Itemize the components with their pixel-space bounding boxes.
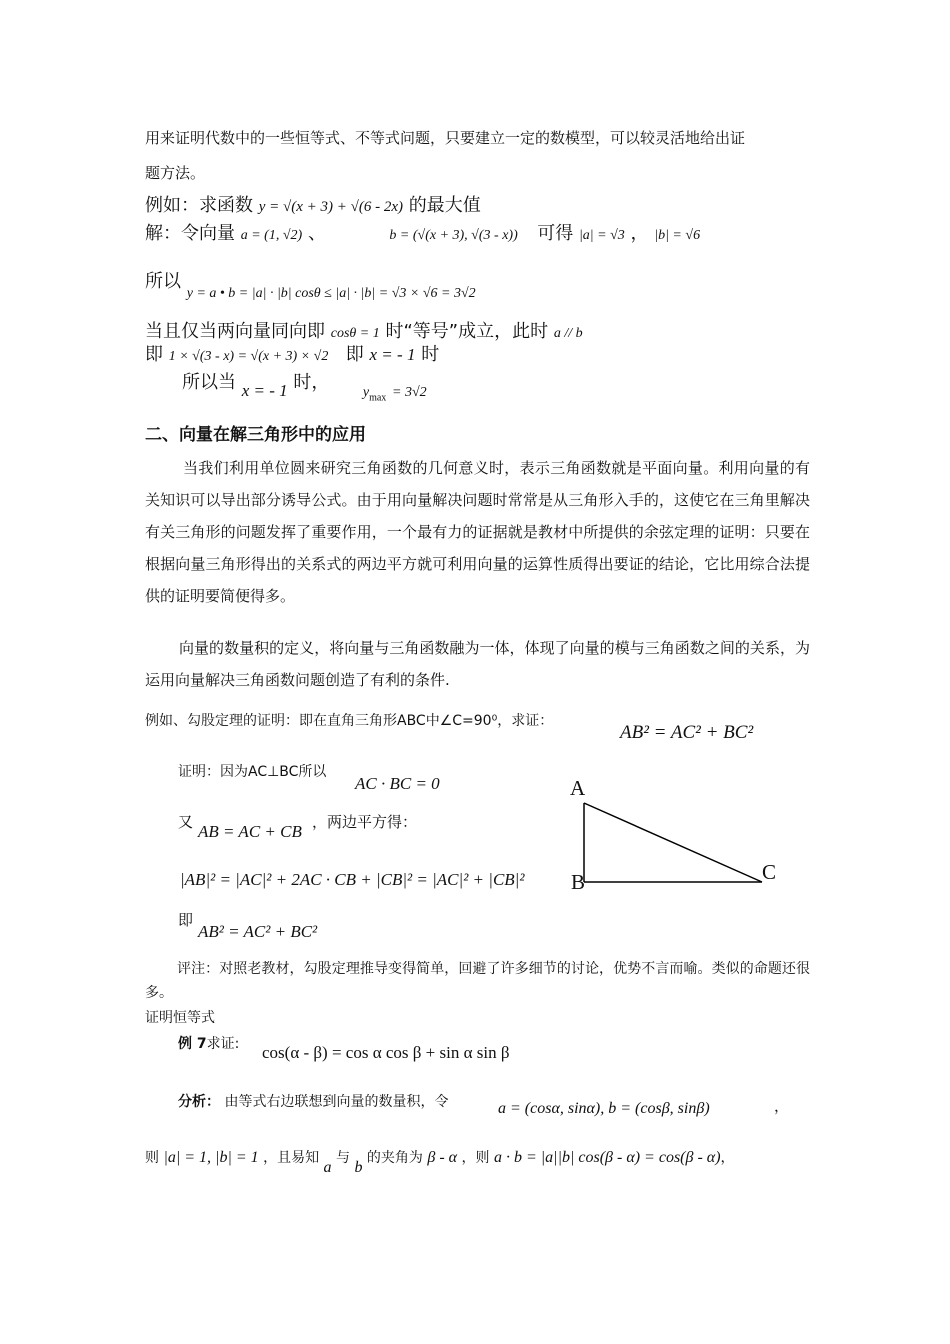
final-y-subscript: max xyxy=(369,392,387,404)
example1-so xyxy=(145,271,476,301)
analysis-label: 分析： xyxy=(178,1094,220,1110)
proof-expression: AC · BC = 0 xyxy=(355,774,440,793)
example1-equality xyxy=(145,322,583,344)
pythag-ie: 即 xyxy=(178,911,194,929)
equality-lead: 当且仅当两向量同向即 xyxy=(145,321,325,342)
then-lead: 则 xyxy=(145,1150,159,1166)
vertex-label-b: B xyxy=(571,870,586,894)
example1-question xyxy=(145,196,481,217)
final-value: = 3√2 xyxy=(392,385,427,400)
pythag-ie-expression: AB² = AC² + BC² xyxy=(198,922,318,941)
right-triangle-diagram xyxy=(580,795,770,890)
example1-tail: 的最大值 xyxy=(408,195,481,216)
then-vector-a: a xyxy=(323,1159,332,1176)
solution-get: 可得 xyxy=(537,223,574,244)
analysis-line xyxy=(178,1092,448,1112)
cos-theta-expr: cosθ = 1 xyxy=(330,326,380,341)
example7-line xyxy=(178,1034,239,1054)
final-mid: 时， xyxy=(293,372,330,393)
example7-label: 例 7 xyxy=(178,1036,207,1052)
ie-mid: 即 xyxy=(345,344,364,365)
example7-lead: 求证: xyxy=(206,1036,240,1052)
final-y: y xyxy=(362,385,370,400)
pythag-comment: 评注：对照老教材，勾股定理推导变得简单，回避了许多细节的讨论，优势不言而喻。类似的命题还很多。 xyxy=(145,961,810,1001)
intro-line-1: 用来证明代数中的一些恒等式、不等式问题，只要建立一定的数模型，可以较灵活地给出证 xyxy=(145,129,746,147)
then-mid: ，且易知 xyxy=(263,1150,320,1166)
then-then: ，则 xyxy=(461,1150,490,1166)
vector-a-def: a = (1, √2) xyxy=(240,228,303,243)
pythag-claim: AB² = AC² + BC² xyxy=(620,722,754,743)
example1-final xyxy=(182,372,427,404)
ie-expression: 1 × √(3 - x) = √(x + 3) × √2 xyxy=(168,349,329,364)
proof-line xyxy=(178,762,326,782)
then-and: 与 xyxy=(336,1150,350,1166)
pythag-lead: 例如、勾股定理的证明：即在直角三角形ABC中∠C=90⁰，求证： xyxy=(145,713,554,729)
final-y-group xyxy=(362,380,427,404)
so-expression: y = a • b = |a| · |b| cosθ ≤ |a| · |b| = √3 × √6 = 3√2 xyxy=(186,286,476,301)
example1-func: y = √(x + 3) + √(6 - 2x) xyxy=(258,199,404,215)
section2-heading: 二、向量在解三角形中的应用 xyxy=(145,425,366,445)
equality-mid: 时“等号”成立，此时 xyxy=(385,321,549,342)
example7-expression: cos(α - β) = cos α cos β + sin α sin β xyxy=(262,1043,510,1062)
final-lead: 所以当 xyxy=(182,372,236,393)
solution-lead: 解：令向量 xyxy=(145,223,235,244)
example1-ie xyxy=(145,345,439,367)
example1-lead: 例如：求函数 xyxy=(145,195,253,216)
then-line xyxy=(145,1148,735,1176)
identity-heading: 证明恒等式 xyxy=(145,1010,215,1026)
final-x: x = - 1 xyxy=(241,381,288,400)
again-expression: AB = AC + CB xyxy=(198,822,302,841)
solution-sep: 、 xyxy=(307,223,326,244)
example1-solution xyxy=(145,224,700,246)
square-expression: |AB|² = |AC|² + 2AC · CB + |CB|² = |AC|² + |CB|² xyxy=(180,870,525,889)
ie-lead: 即 xyxy=(145,344,163,365)
solution-comma: ， xyxy=(630,223,649,244)
then-modulus: |a| = 1, |b| = 1 xyxy=(163,1149,259,1166)
ie-x: x = - 1 xyxy=(369,345,416,364)
analysis-text: 由等式右边联想到向量的数量积，令 xyxy=(224,1094,449,1110)
side-ac xyxy=(584,803,762,882)
again-lead: 又 xyxy=(178,813,194,831)
then-tail: ， xyxy=(720,1150,735,1166)
parallel-expr: a // b xyxy=(553,326,583,341)
then-dot-product: a · b = |a||b| cos(β - α) = cos(β - α) xyxy=(493,1149,721,1166)
then-angle-text: 的夹角为 xyxy=(366,1150,423,1166)
then-angle-diff: β - α xyxy=(427,1149,458,1166)
again-line xyxy=(178,812,193,832)
intro-line-2: 题方法。 xyxy=(145,164,206,182)
ie-tail: 时 xyxy=(421,344,440,365)
vertex-label-c: C xyxy=(762,860,777,884)
analysis-tail: ， xyxy=(774,1097,790,1115)
section2-paragraph-1: 当我们利用单位圆来研究三角函数的几何意义时，表示三角函数就是平面向量。利用向量的有关知识可以导出部分诱导公式。由于用向量解决问题时常常是从三角形入手的，这使它在三角里解决有关三角形的问题发挥了重要作用，一个最有力的证据就是教材中所提供的余弦定理的证明：只要在根据向量三角形得出的关系式的两边平方就可利用向量的运算性质得出要证的结论，它比用综合法提供的证明要简便得多。 xyxy=(145,459,810,605)
proof-lead: 证明：因为AC⊥BC所以 xyxy=(178,764,327,780)
again-tail: ，两边平方得： xyxy=(312,813,418,831)
then-vector-b: b xyxy=(354,1159,363,1176)
vector-b-def: b = (√(x + 3), √(3 - x)) xyxy=(389,228,518,243)
section2-paragraph-2: 向量的数量积的定义，将向量与三角函数融为一体，体现了向量的模与三角函数之间的关系，为运用向量解决三角函数问题创造了有利的条件. xyxy=(145,639,810,689)
vertex-label-a: A xyxy=(570,776,586,800)
modulus-b: |b| = √6 xyxy=(654,228,701,243)
analysis-expression: a = (cosα, sinα), b = (cosβ, sinβ) xyxy=(498,1100,710,1117)
so-lead: 所以 xyxy=(145,271,181,292)
modulus-a: |a| = √3 xyxy=(578,228,625,243)
